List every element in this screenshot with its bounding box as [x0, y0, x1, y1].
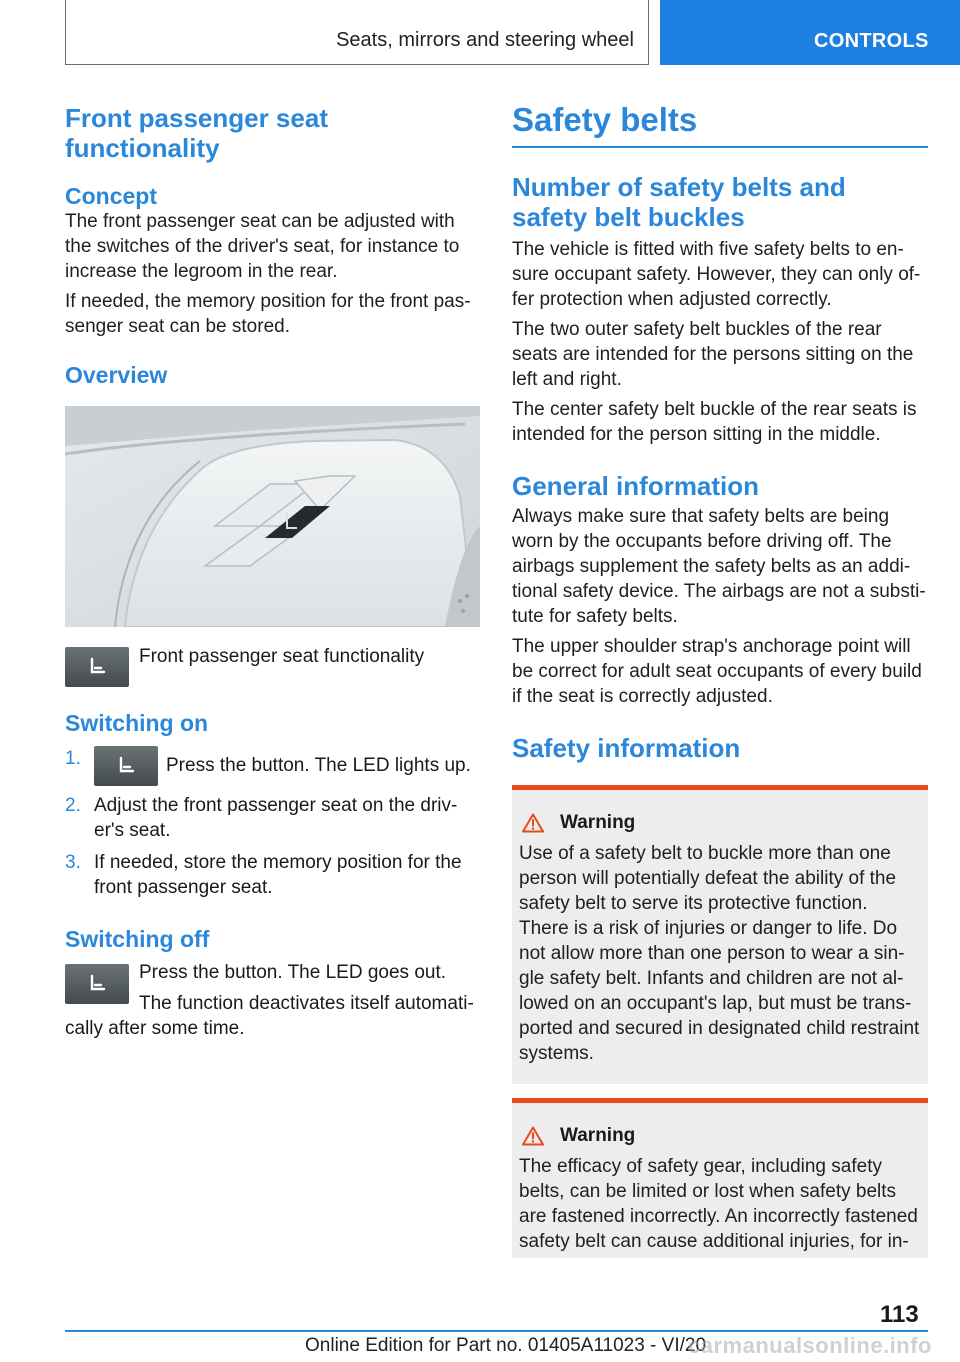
concept-paragraph-2: If needed, the memory position for the front pas-senger seat can be stored. — [65, 291, 471, 337]
list-item — [65, 850, 480, 900]
header-section-box — [65, 0, 649, 65]
photo-caption: Front passenger seat functionality — [139, 646, 425, 667]
general-paragraph-2: The upper shoulder strap's anchorage point will be correct for adult seat occupants of every build if the seat is correctly adjusted. — [512, 636, 922, 707]
switching-off-paragraph-1: Press the button. The LED goes out. — [139, 962, 447, 983]
header-section-title: Seats, mirrors and steering wheel — [336, 29, 634, 51]
switching-off-paragraph-2: The function deactivates itself automati-cally after some time. — [65, 993, 474, 1039]
warning-label: Warning — [560, 812, 636, 833]
warning-triangle-icon — [522, 1126, 544, 1146]
header-chapter-tab — [660, 0, 960, 65]
list-item — [65, 746, 480, 786]
warning-box — [512, 785, 928, 1084]
door-panel-illustration — [65, 406, 480, 627]
step-number: 1. — [65, 748, 81, 769]
step-text: Adjust the front passenger seat on the driv-er's seat. — [94, 795, 458, 841]
front-passenger-title: Front passenger seat functionality — [65, 103, 328, 163]
warning-triangle-icon — [522, 813, 544, 833]
overview-heading: Overview — [65, 362, 168, 388]
footer-rule — [65, 1330, 928, 1332]
concept-paragraph-1: The front passenger seat can be adjusted with the switches of the driver's seat, for instance to increase the legroom in the rear. — [65, 211, 460, 282]
number-paragraph-2: The two outer safety belt buckles of the rear seats are intended for the persons sitting on the left and right. — [512, 319, 914, 390]
concept-heading: Concept — [65, 183, 157, 209]
general-paragraph-1: Always make sure that safety belts are being worn by the occupants before driving off. The airbags supplement the safety belts as an addi-tional safety device. The airbags are not a substi-tute for safety belts. — [512, 506, 926, 627]
seat-button-icon — [94, 746, 158, 786]
warning-text: The efficacy of safety gear, including safety belts, can be limited or lost when safety belts are fastened incorrectly. An incorrectly fastened safety belt can cause additional injuries, for in- — [519, 1156, 918, 1252]
door-panel-photo — [65, 406, 480, 627]
safety-information-heading: Safety information — [512, 733, 741, 763]
step-text: If needed, store the memory position for the front passenger seat. — [94, 852, 462, 898]
switching-on-steps — [65, 746, 480, 900]
step-text: Press the button. The LED lights up. — [166, 755, 471, 776]
warning-text: Use of a safety belt to buckle more than one person will potentially defeat the ability of the safety belt to serve its protective function. There is a risk of injuries or danger to life. Do not allow more than one person to wear a sin-gle safety belt. Infants and children are not al-lowed on an occupant's lap, but must be trans-ported and secured in designated child restraint systems. — [519, 843, 920, 1064]
safety-belts-title: Safety belts — [512, 100, 928, 148]
number-of-belts-heading: Number of safety belts and safety belt buckles — [512, 172, 846, 232]
list-item — [65, 793, 480, 843]
footer-edition: Online Edition for Part no. 01405A11023 - VI/20 — [305, 1335, 707, 1356]
number-paragraph-3: The center safety belt buckle of the rear seats is intended for the person sitting in the middle. — [512, 399, 917, 445]
right-column — [512, 100, 928, 1258]
general-information-heading: General information — [512, 471, 760, 501]
warning-header — [519, 1125, 921, 1147]
warning-header — [519, 812, 921, 834]
seat-button-icon — [65, 964, 129, 1004]
left-column — [65, 100, 480, 1041]
warning-label: Warning — [560, 1125, 636, 1146]
switching-on-heading: Switching on — [65, 710, 209, 736]
step-number: 3. — [65, 852, 81, 873]
photo-caption-row — [65, 644, 480, 692]
warning-box — [512, 1098, 928, 1258]
step-number: 2. — [65, 795, 81, 816]
number-paragraph-1: The vehicle is fitted with five safety belts to en-sure occupant safety. However, they can only of-fer protection when adjusted correctly. — [512, 239, 921, 310]
switching-off-block — [65, 960, 480, 1041]
seat-button-icon — [65, 647, 129, 687]
switching-off-heading: Switching off — [65, 926, 210, 952]
watermark: carmanualsonline.info — [688, 1333, 932, 1358]
header-chapter-label: CONTROLS — [814, 30, 929, 52]
page-number: 113 — [880, 1301, 919, 1328]
